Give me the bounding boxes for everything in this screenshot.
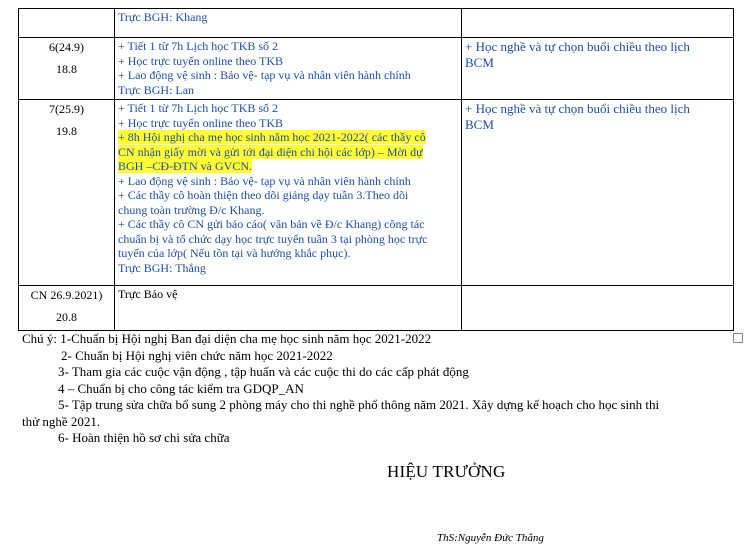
duty-line: Trực BGH: Lan <box>118 82 195 97</box>
duty-line: Trực BGH: Thắng <box>118 260 206 275</box>
signer-title: HIỆU TRƯỞNG <box>387 462 506 481</box>
day-label: 7(25.9) <box>49 102 84 116</box>
day-cell <box>19 286 115 331</box>
activity-line: + Tiết 1 từ 7h Lịch học TKB số 2 <box>118 39 279 53</box>
schedule-table <box>18 8 734 331</box>
table-row <box>19 100 734 286</box>
table-row <box>19 9 734 38</box>
table-row <box>19 286 734 331</box>
lunar-date: 18.8 <box>56 61 77 76</box>
highlight-line: BGH –CĐ-ĐTN và GVCN. <box>118 159 252 173</box>
activity-line: + Các thầy cô hoàn thiện theo dõi giảng dạy tuần 3.Theo dõi <box>118 188 409 202</box>
note-item: 5- Tập trung sửa chữa bổ sung 2 phòng máy cho thi nghề phổ thông năm 2021. Xây dựng kế hoạch cho học sinh thi <box>58 397 660 412</box>
lunar-date: 20.8 <box>56 309 77 324</box>
note-cell <box>462 9 734 38</box>
highlighted-meeting <box>118 130 458 174</box>
activity-line: tuyến của lớp( Nếu tồn tại và hướng khắc phục). <box>118 246 351 260</box>
day-label: CN 26.9.2021) <box>30 288 103 302</box>
note-item: Chú ý: 1-Chuẩn bị Hội nghị Ban đại diện cha mẹ học sinh năm học 2021-2022 <box>22 331 432 346</box>
day-label: 6(24.9) <box>49 40 84 54</box>
day-cell <box>19 9 115 38</box>
lunar-date: 19.8 <box>56 123 77 138</box>
note-item: 6- Hoàn thiện hồ sơ chi sửa chữa <box>58 430 230 445</box>
note-cell <box>462 100 734 286</box>
note-item: 2- Chuẩn bị Hội nghị viên chức năm học 2021-2022 <box>61 347 333 363</box>
activity-cell <box>115 286 462 331</box>
note-cell <box>462 38 734 100</box>
activity-cell <box>115 9 462 38</box>
activity-line: + Học trực tuyến online theo TKB <box>118 53 284 68</box>
duty-line: Trực Bảo vệ <box>118 287 178 301</box>
day-cell <box>19 38 115 100</box>
notes-section <box>22 331 742 447</box>
activity-line: + Học trực tuyến online theo TKB <box>118 115 284 130</box>
activity-cell <box>115 38 462 100</box>
signer-name: ThS:Nguyễn Đức Thắng <box>437 532 544 544</box>
note-cell <box>462 286 734 331</box>
activity-line: chuẩn bị và tổ chức dạy học trực tuyến tuần 3 tại phòng học trực <box>118 231 428 246</box>
activity-line: + Lao động vệ sinh : Bảo vệ- tạp vụ và nhân viên hành chính <box>118 68 411 82</box>
day-cell <box>19 100 115 286</box>
note-line: BCM <box>465 117 494 132</box>
highlight-line: + 8h Hội nghị cha mẹ học sinh năm học 2021-2022( các thầy cô <box>118 130 426 144</box>
activity-line: chung toàn trường Đ/c Khang. <box>118 202 265 217</box>
note-item: thử nghề 2021. <box>22 413 101 429</box>
activity-line: + Tiết 1 từ 7h Lịch học TKB số 2 <box>118 101 279 115</box>
table-row <box>19 38 734 100</box>
duty-line: Trực BGH: Khang <box>118 10 208 24</box>
note-line: BCM <box>465 55 494 70</box>
activity-cell <box>115 100 462 286</box>
note-line: + Học nghề và tự chọn buổi chiều theo lịch <box>465 39 690 54</box>
note-line: + Học nghề và tự chọn buổi chiều theo lịch <box>465 101 690 116</box>
activity-line: + Các thầy cô CN gửi báo cáo( văn bản về Đ/c Khang) công tác <box>118 217 425 231</box>
activity-line: + Lao động vệ sinh : Bảo vệ- tạp vụ và nhân viên hành chính <box>118 173 411 188</box>
highlight-line: CN nhận giấy mời và gửi tới đại diện chi hội các lớp) – Mời dự <box>118 144 423 159</box>
note-item: 3- Tham gia các cuộc vận động , tập huấn và các cuộc thi do các cấp phát động <box>58 364 469 379</box>
note-item: 4 – Chuẩn bị cho công tác kiểm tra GDQP_AN <box>58 380 304 396</box>
